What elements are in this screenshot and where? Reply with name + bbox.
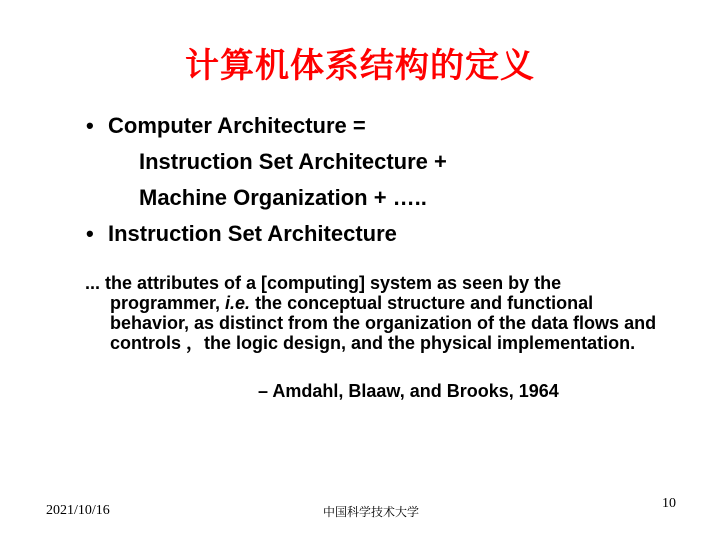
bullet-marker: • <box>86 113 94 138</box>
quote-paragraph <box>85 273 675 353</box>
bullet-continuation: Machine Organization + ….. <box>139 185 427 210</box>
footer-date: 2021/10/16 <box>46 503 110 518</box>
bullet-list <box>86 112 447 256</box>
quote-ie: i.e. <box>225 293 251 313</box>
bullet-item-2 <box>86 220 447 256</box>
page-number: 10 <box>662 496 676 511</box>
quote-attribution: – Amdahl, Blaaw, and Brooks, 1964 <box>258 381 559 401</box>
bullet-text: Computer Architecture = <box>108 113 366 138</box>
definition-quote <box>85 273 675 353</box>
bullet-text: Instruction Set Architecture <box>108 221 397 246</box>
quote-text-part1: ... the attributes of a [computing] system as seen by the programmer, <box>85 273 562 313</box>
slide-title: 计算机体系结构的定义 <box>185 46 535 86</box>
quote-text-part2: the conceptual structure and functional behavior, as distinct from the organization of the data flows and controls ，the logic design, and the physical implementation. <box>110 293 657 353</box>
bullet-item-1 <box>86 112 447 148</box>
footer-institution: 中国科学技术大学 <box>323 505 420 519</box>
bullet-continuation: Instruction Set Architecture + <box>139 149 447 174</box>
bullet-marker: • <box>86 221 94 246</box>
